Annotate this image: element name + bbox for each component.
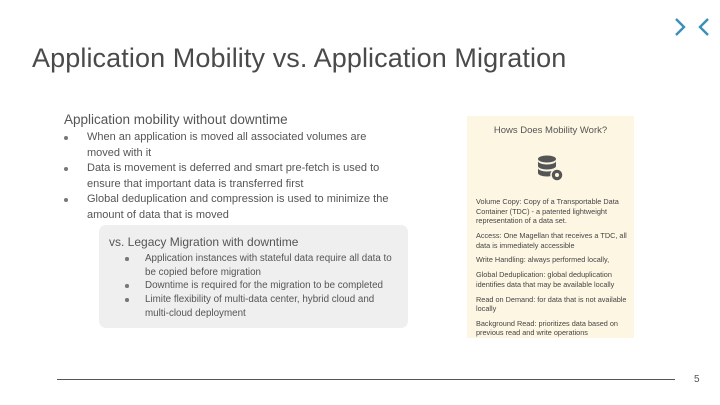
footer-divider: [57, 379, 675, 380]
chevron-x-logo-icon: [674, 16, 710, 38]
how-it-works-panel: [467, 116, 634, 338]
panel-item: Background Read: prioritizes data based on previous read and write operations: [476, 318, 618, 338]
panel-item: Global Deduplication: global deduplication identifies data that may be available locally: [476, 270, 615, 289]
panel-item: Volume Copy: Copy of a Transportable Data Container (TDC) - a patented lightweight representation of a data set.: [476, 197, 619, 226]
slide-title: Application Mobility vs. Application Migration: [32, 43, 567, 73]
panel-item: Access: One Magellan that receives a TDC, all data is immediately accessible: [476, 230, 627, 250]
database-gear-icon: [535, 153, 565, 183]
bullet-item: Global deduplication and compression is used to minimize the amount of data that is moved: [51, 192, 396, 223]
page-number: 5: [694, 374, 700, 385]
bullet-item: Limite flexibility of multi-data center, hybrid cloud and multi-cloud deployment: [113, 293, 398, 320]
legacy-title: vs. Legacy Migration with downtime: [109, 235, 299, 249]
legacy-migration-box: [99, 225, 408, 328]
bullet-item: When an application is moved all associated volumes are moved with it: [51, 130, 396, 161]
bullet-item: Downtime is required for the migration to be completed: [113, 279, 398, 293]
legacy-bullet-list: [113, 252, 398, 321]
bullet-item: Application instances with stateful data require all data to be copied before migration: [113, 252, 398, 279]
panel-text: [476, 197, 628, 343]
panel-title: Hows Does Mobility Work?: [493, 125, 608, 136]
panel-item: Write Handling: always performed locally,: [476, 255, 610, 265]
bullet-item: Data is movement is deferred and smart pre-fetch is used to ensure that important data is transferred first: [51, 161, 396, 192]
mobility-bullet-list: [51, 130, 396, 223]
panel-item: Read on Demand: for data that is not available locally: [476, 294, 627, 314]
section-subtitle: Application mobility without downtime: [64, 112, 288, 127]
